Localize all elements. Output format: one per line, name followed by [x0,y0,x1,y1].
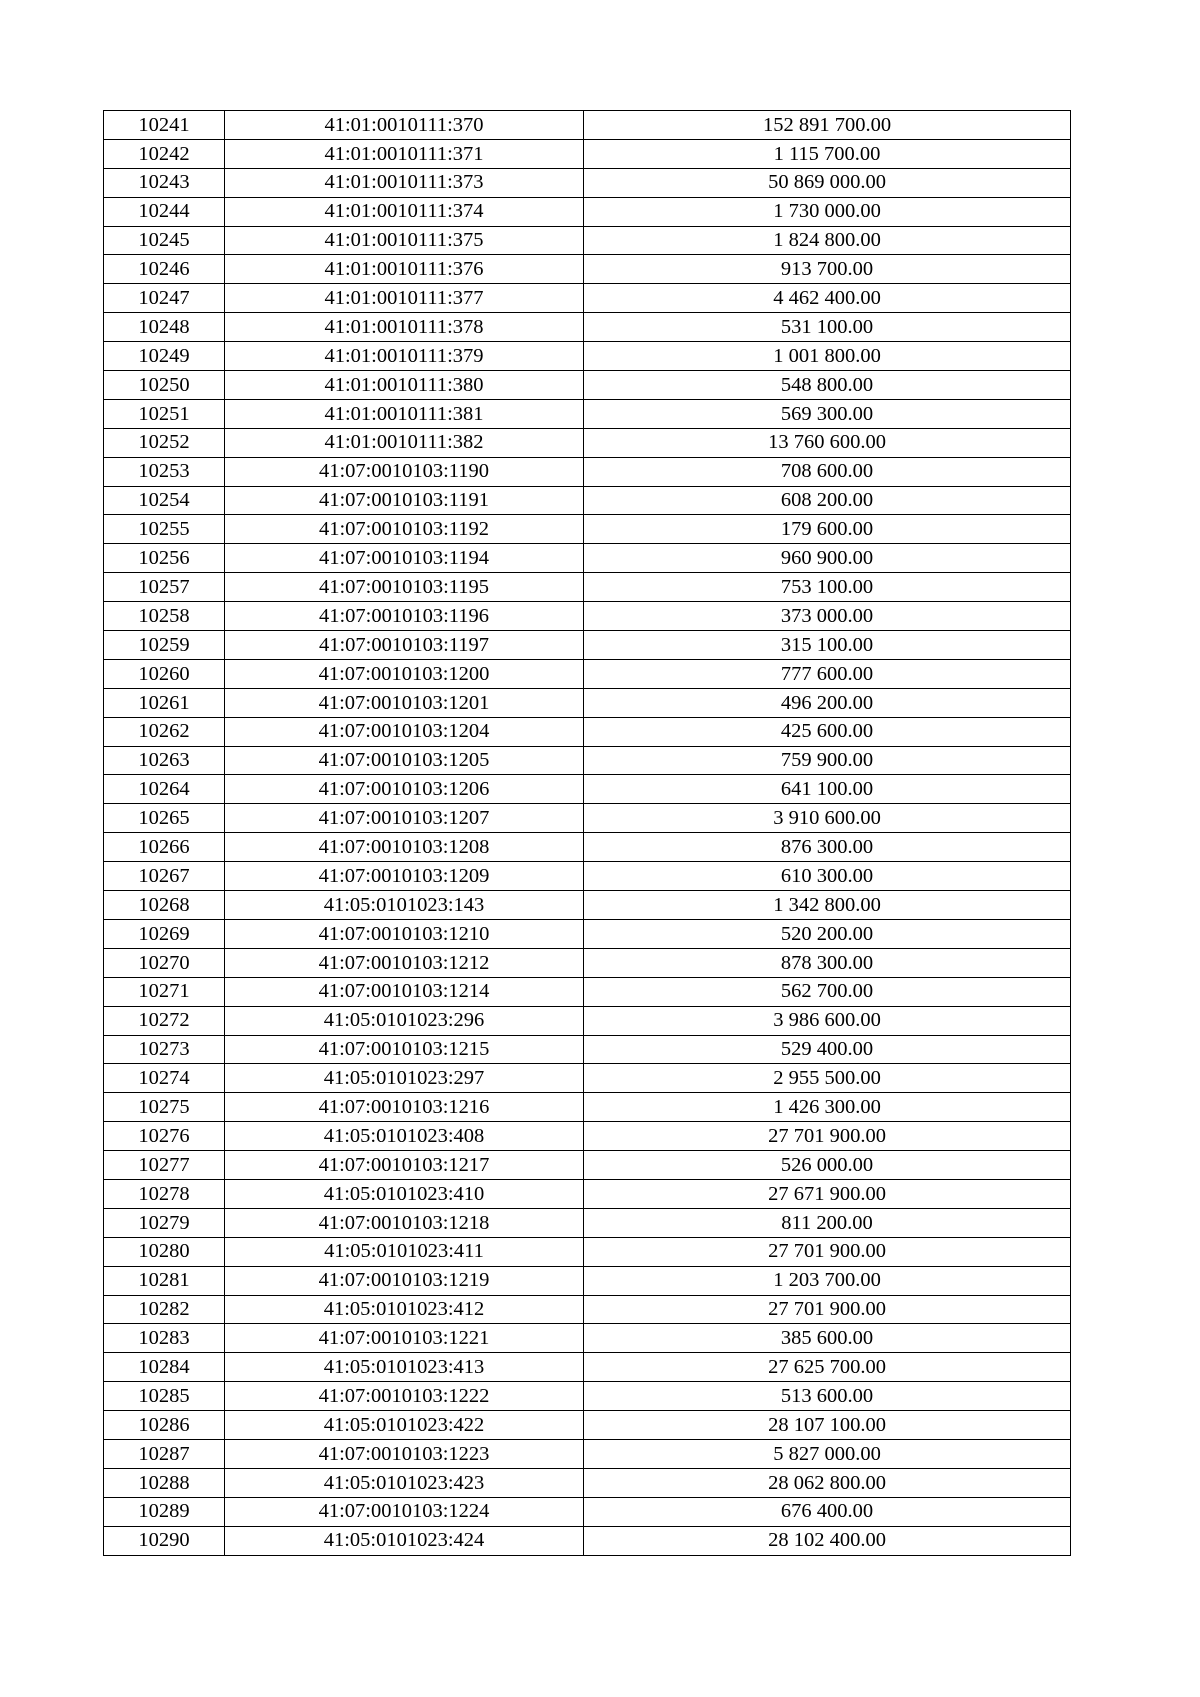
table-row [104,255,1071,284]
row-number-cell: 10278 [104,1179,225,1208]
cadastral-value-cell: 152 891 700.00 [584,111,1071,140]
cadastral-number-cell: 41:07:0010103:1219 [225,1266,584,1295]
cadastral-number-cell: 41:07:0010103:1196 [225,602,584,631]
table-row [104,1411,1071,1440]
row-number-cell: 10279 [104,1208,225,1237]
table-row [104,717,1071,746]
cadastral-value-cell: 876 300.00 [584,833,1071,862]
cadastral-value-cell: 708 600.00 [584,457,1071,486]
cadastral-value-cell: 27 701 900.00 [584,1237,1071,1266]
cadastral-value-cell: 520 200.00 [584,919,1071,948]
cadastral-value-cell: 4 462 400.00 [584,284,1071,313]
row-number-cell: 10249 [104,342,225,371]
table-row [104,111,1071,140]
cadastral-value-cell: 28 062 800.00 [584,1468,1071,1497]
row-number-cell: 10265 [104,804,225,833]
row-number-cell: 10268 [104,891,225,920]
cadastral-number-cell: 41:07:0010103:1212 [225,948,584,977]
cadastral-number-cell: 41:01:0010111:381 [225,399,584,428]
cadastral-number-cell: 41:01:0010111:375 [225,226,584,255]
table-row [104,515,1071,544]
row-number-cell: 10245 [104,226,225,255]
cadastral-number-cell: 41:05:0101023:412 [225,1295,584,1324]
cadastral-value-cell: 27 701 900.00 [584,1295,1071,1324]
cadastral-value-cell: 496 200.00 [584,688,1071,717]
cadastral-number-cell: 41:01:0010111:377 [225,284,584,313]
table-row [104,688,1071,717]
table-row [104,486,1071,515]
cadastral-number-cell: 41:05:0101023:424 [225,1526,584,1555]
table-row [104,284,1071,313]
table-row [104,659,1071,688]
cadastral-number-cell: 41:07:0010103:1207 [225,804,584,833]
cadastral-value-cell: 529 400.00 [584,1035,1071,1064]
table-row [104,457,1071,486]
row-number-cell: 10244 [104,197,225,226]
cadastral-number-cell: 41:07:0010103:1191 [225,486,584,515]
row-number-cell: 10287 [104,1439,225,1468]
cadastral-value-cell: 759 900.00 [584,746,1071,775]
cadastral-number-cell: 41:05:0101023:408 [225,1122,584,1151]
table-row [104,428,1071,457]
row-number-cell: 10258 [104,602,225,631]
row-number-cell: 10259 [104,631,225,660]
cadastral-number-cell: 41:07:0010103:1194 [225,544,584,573]
cadastral-number-cell: 41:07:0010103:1214 [225,977,584,1006]
row-number-cell: 10261 [104,688,225,717]
row-number-cell: 10281 [104,1266,225,1295]
row-number-cell: 10282 [104,1295,225,1324]
cadastral-value-cell: 5 827 000.00 [584,1439,1071,1468]
cadastral-value-cell: 548 800.00 [584,371,1071,400]
cadastral-number-cell: 41:07:0010103:1200 [225,659,584,688]
cadastral-value-cell: 373 000.00 [584,602,1071,631]
cadastral-value-cell: 562 700.00 [584,977,1071,1006]
table-row [104,775,1071,804]
row-number-cell: 10290 [104,1526,225,1555]
cadastral-value-cell: 425 600.00 [584,717,1071,746]
row-number-cell: 10256 [104,544,225,573]
cadastral-value-cell: 753 100.00 [584,573,1071,602]
row-number-cell: 10280 [104,1237,225,1266]
cadastral-number-cell: 41:07:0010103:1215 [225,1035,584,1064]
row-number-cell: 10277 [104,1151,225,1180]
cadastral-value-cell: 913 700.00 [584,255,1071,284]
cadastral-number-cell: 41:05:0101023:422 [225,1411,584,1440]
cadastral-number-cell: 41:07:0010103:1206 [225,775,584,804]
table-row [104,804,1071,833]
cadastral-value-cell: 3 910 600.00 [584,804,1071,833]
cadastral-value-cell: 27 625 700.00 [584,1353,1071,1382]
cadastral-value-cell: 179 600.00 [584,515,1071,544]
row-number-cell: 10250 [104,371,225,400]
table-row [104,1035,1071,1064]
cadastral-number-cell: 41:07:0010103:1197 [225,631,584,660]
row-number-cell: 10251 [104,399,225,428]
cadastral-number-cell: 41:07:0010103:1224 [225,1497,584,1526]
table-body [104,111,1071,1556]
table-row [104,573,1071,602]
cadastral-value-cell: 3 986 600.00 [584,1006,1071,1035]
row-number-cell: 10241 [104,111,225,140]
cadastral-value-cell: 641 100.00 [584,775,1071,804]
cadastral-value-cell: 608 200.00 [584,486,1071,515]
table-row [104,1208,1071,1237]
row-number-cell: 10288 [104,1468,225,1497]
table-row [104,977,1071,1006]
row-number-cell: 10242 [104,139,225,168]
cadastral-value-cell: 27 671 900.00 [584,1179,1071,1208]
table-row [104,1497,1071,1526]
cadastral-value-cell: 526 000.00 [584,1151,1071,1180]
row-number-cell: 10284 [104,1353,225,1382]
cadastral-number-cell: 41:01:0010111:376 [225,255,584,284]
row-number-cell: 10267 [104,862,225,891]
row-number-cell: 10286 [104,1411,225,1440]
cadastral-value-cell: 513 600.00 [584,1382,1071,1411]
table-row [104,1382,1071,1411]
table-row [104,1151,1071,1180]
cadastral-number-cell: 41:07:0010103:1205 [225,746,584,775]
table-row [104,1064,1071,1093]
row-number-cell: 10252 [104,428,225,457]
row-number-cell: 10243 [104,168,225,197]
cadastral-value-cell: 1 730 000.00 [584,197,1071,226]
row-number-cell: 10253 [104,457,225,486]
row-number-cell: 10257 [104,573,225,602]
table-row [104,226,1071,255]
cadastral-value-cell: 1 001 800.00 [584,342,1071,371]
row-number-cell: 10266 [104,833,225,862]
table-row [104,313,1071,342]
cadastral-value-cell: 385 600.00 [584,1324,1071,1353]
table-row [104,139,1071,168]
cadastral-number-cell: 41:07:0010103:1204 [225,717,584,746]
row-number-cell: 10247 [104,284,225,313]
cadastral-number-cell: 41:01:0010111:374 [225,197,584,226]
row-number-cell: 10260 [104,659,225,688]
table-row [104,948,1071,977]
cadastral-number-cell: 41:05:0101023:296 [225,1006,584,1035]
row-number-cell: 10272 [104,1006,225,1035]
cadastral-number-cell: 41:01:0010111:378 [225,313,584,342]
cadastral-value-cell: 315 100.00 [584,631,1071,660]
cadastral-value-table [103,110,1071,1556]
cadastral-value-cell: 2 955 500.00 [584,1064,1071,1093]
cadastral-number-cell: 41:07:0010103:1190 [225,457,584,486]
cadastral-number-cell: 41:07:0010103:1210 [225,919,584,948]
table-row [104,1526,1071,1555]
table-row [104,602,1071,631]
cadastral-number-cell: 41:05:0101023:143 [225,891,584,920]
table-row [104,1122,1071,1151]
cadastral-number-cell: 41:07:0010103:1209 [225,862,584,891]
table-row [104,1093,1071,1122]
table-row [104,197,1071,226]
table-row [104,399,1071,428]
row-number-cell: 10283 [104,1324,225,1353]
row-number-cell: 10271 [104,977,225,1006]
cadastral-value-cell: 878 300.00 [584,948,1071,977]
table-row [104,371,1071,400]
table-row [104,1353,1071,1382]
cadastral-number-cell: 41:01:0010111:371 [225,139,584,168]
row-number-cell: 10276 [104,1122,225,1151]
table-row [104,1439,1071,1468]
cadastral-value-cell: 50 869 000.00 [584,168,1071,197]
cadastral-number-cell: 41:01:0010111:373 [225,168,584,197]
row-number-cell: 10285 [104,1382,225,1411]
cadastral-value-cell: 27 701 900.00 [584,1122,1071,1151]
table-row [104,862,1071,891]
cadastral-value-cell: 1 824 800.00 [584,226,1071,255]
row-number-cell: 10255 [104,515,225,544]
row-number-cell: 10262 [104,717,225,746]
table-row [104,1266,1071,1295]
cadastral-number-cell: 41:01:0010111:380 [225,371,584,400]
cadastral-number-cell: 41:07:0010103:1218 [225,1208,584,1237]
cadastral-value-cell: 13 760 600.00 [584,428,1071,457]
cadastral-value-cell: 777 600.00 [584,659,1071,688]
cadastral-number-cell: 41:07:0010103:1195 [225,573,584,602]
cadastral-number-cell: 41:07:0010103:1192 [225,515,584,544]
row-number-cell: 10289 [104,1497,225,1526]
table-row [104,891,1071,920]
table-row [104,1468,1071,1497]
table-row [104,1237,1071,1266]
table-row [104,1179,1071,1208]
row-number-cell: 10274 [104,1064,225,1093]
row-number-cell: 10248 [104,313,225,342]
cadastral-value-cell: 28 107 100.00 [584,1411,1071,1440]
cadastral-value-cell: 610 300.00 [584,862,1071,891]
cadastral-value-cell: 569 300.00 [584,399,1071,428]
cadastral-number-cell: 41:07:0010103:1208 [225,833,584,862]
table-row [104,746,1071,775]
cadastral-number-cell: 41:05:0101023:411 [225,1237,584,1266]
table-row [104,1295,1071,1324]
cadastral-number-cell: 41:05:0101023:410 [225,1179,584,1208]
cadastral-value-cell: 1 203 700.00 [584,1266,1071,1295]
cadastral-value-cell: 676 400.00 [584,1497,1071,1526]
cadastral-value-cell: 28 102 400.00 [584,1526,1071,1555]
cadastral-number-cell: 41:07:0010103:1216 [225,1093,584,1122]
cadastral-value-cell: 531 100.00 [584,313,1071,342]
cadastral-number-cell: 41:01:0010111:382 [225,428,584,457]
cadastral-number-cell: 41:07:0010103:1222 [225,1382,584,1411]
cadastral-number-cell: 41:05:0101023:413 [225,1353,584,1382]
table-row [104,1324,1071,1353]
cadastral-value-cell: 1 115 700.00 [584,139,1071,168]
row-number-cell: 10273 [104,1035,225,1064]
row-number-cell: 10246 [104,255,225,284]
row-number-cell: 10275 [104,1093,225,1122]
cadastral-number-cell: 41:01:0010111:379 [225,342,584,371]
table-row [104,342,1071,371]
table-row [104,919,1071,948]
table-row [104,544,1071,573]
cadastral-value-cell: 1 426 300.00 [584,1093,1071,1122]
cadastral-number-cell: 41:05:0101023:423 [225,1468,584,1497]
cadastral-number-cell: 41:01:0010111:370 [225,111,584,140]
cadastral-value-cell: 1 342 800.00 [584,891,1071,920]
cadastral-number-cell: 41:07:0010103:1221 [225,1324,584,1353]
cadastral-number-cell: 41:07:0010103:1217 [225,1151,584,1180]
cadastral-number-cell: 41:05:0101023:297 [225,1064,584,1093]
cadastral-number-cell: 41:07:0010103:1201 [225,688,584,717]
cadastral-value-cell: 960 900.00 [584,544,1071,573]
table-row [104,1006,1071,1035]
table-row [104,833,1071,862]
table-row [104,168,1071,197]
cadastral-value-cell: 811 200.00 [584,1208,1071,1237]
cadastral-number-cell: 41:07:0010103:1223 [225,1439,584,1468]
row-number-cell: 10254 [104,486,225,515]
row-number-cell: 10269 [104,919,225,948]
table-row [104,631,1071,660]
row-number-cell: 10264 [104,775,225,804]
row-number-cell: 10270 [104,948,225,977]
row-number-cell: 10263 [104,746,225,775]
